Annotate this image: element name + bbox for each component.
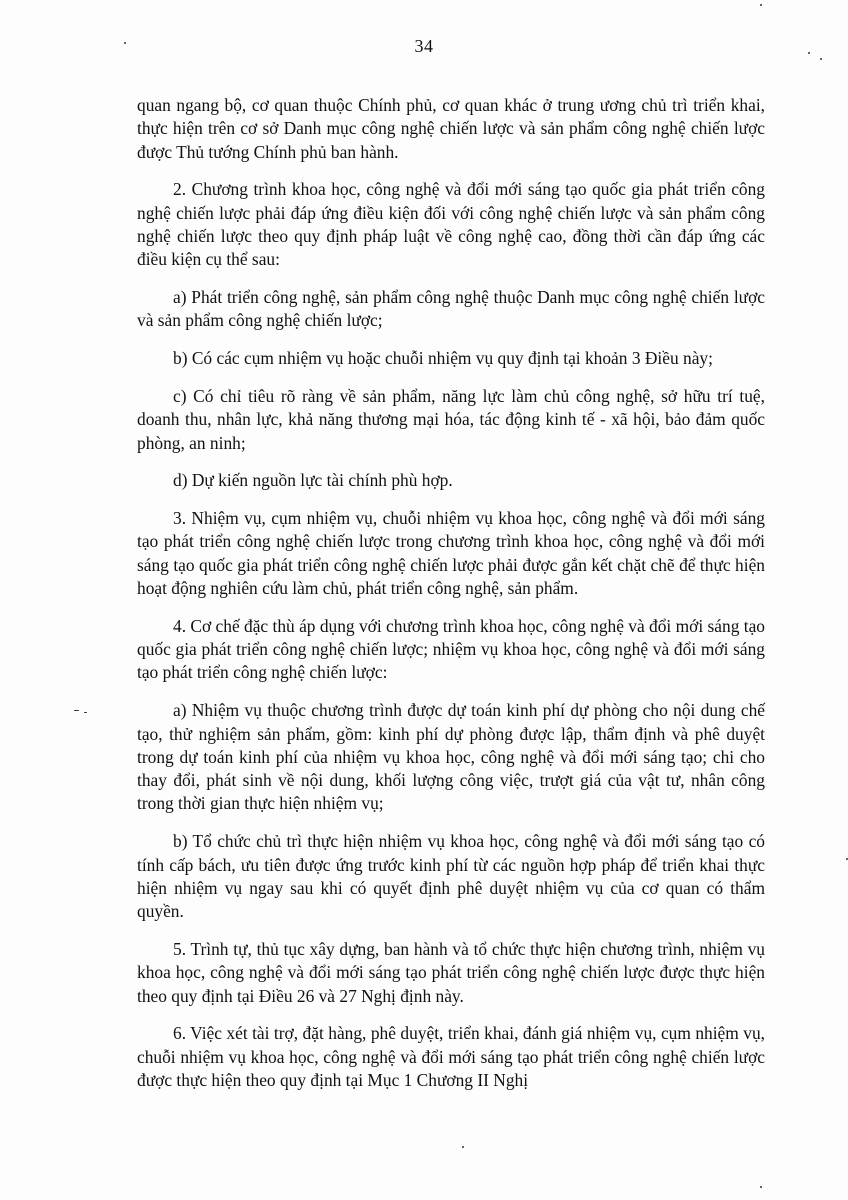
page-number: 34 [414, 36, 434, 56]
paragraph-continuation: quan ngang bộ, cơ quan thuộc Chính phủ, cơ quan khác ở trung ương chủ trì triển khai, thực hiện trên cơ sở Danh mục công nghệ chiến lược và sản phẩm công nghệ chiến lược được Thủ tướng Chính phủ ban hành. [137, 95, 765, 162]
scan-speck [820, 58, 822, 60]
scan-speck [760, 4, 762, 6]
paragraph-clause-4a: a) Nhiệm vụ thuộc chương trình được dự toán kinh phí dự phòng cho nội dung chế tạo, thử nghiệm sản phẩm, gồm: kinh phí dự phòng được lập, thẩm định và phê duyệt trong dự toán kinh phí của nhiệm vụ khoa học, công nghệ và đổi mới sáng tạo; chi cho thay đổi, phát sinh về nội dung, khối lượng công việc, trượt giá của vật tư, nhân công trong thời gian thực hiện nhiệm vụ; [137, 700, 765, 814]
paragraph-clause-4: 4. Cơ chế đặc thù áp dụng với chương trình khoa học, công nghệ và đổi mới sáng tạo quốc gia phát triển công nghệ chiến lược; nhiệm vụ khoa học, công nghệ và đổi mới sáng tạo phát triển công nghệ chiến lược: [137, 615, 765, 683]
document-body [137, 94, 765, 1107]
paragraph-clause-2: 2. Chương trình khoa học, công nghệ và đổi mới sáng tạo quốc gia phát triển công nghệ chiến lược phải đáp ứng điều kiện đối với công nghệ chiến lược và sản phẩm công nghệ chiến lược theo quy định pháp luật về công nghệ cao, đồng thời cần đáp ứng các điều kiện cụ thể sau: [137, 179, 765, 270]
scan-speck [124, 42, 126, 44]
paragraph-clause-5: 5. Trình tự, thủ tục xây dựng, ban hành và tổ chức thực hiện chương trình, nhiệm vụ khoa học, công nghệ và đổi mới sáng tạo phát triển công nghệ chiến lược được thực hiện theo quy định tại Điều 26 và 27 Nghị định này. [137, 938, 765, 1006]
paragraph-clause-2c: c) Có chỉ tiêu rõ ràng về sản phẩm, năng lực làm chủ công nghệ, sở hữu trí tuệ, doanh thu, nhân lực, khả năng thương mại hóa, tác động kinh tế - xã hội, bảo đảm quốc phòng, an ninh; [137, 385, 765, 453]
scan-speck [760, 1186, 762, 1188]
scan-speck [74, 710, 79, 711]
scan-speck [84, 712, 87, 713]
scan-speck [462, 1146, 464, 1148]
paragraph-clause-3: 3. Nhiệm vụ, cụm nhiệm vụ, chuỗi nhiệm vụ khoa học, công nghệ và đổi mới sáng tạo phát triển công nghệ chiến lược trong chương trình khoa học, công nghệ và đổi mới sáng tạo quốc gia phát triển công nghệ chiến lược phải được gắn kết chặt chẽ để thực hiện hoạt động nghiên cứu làm chủ, phát triển công nghệ, sản phẩm. [137, 508, 765, 599]
paragraph-clause-2a: a) Phát triển công nghệ, sản phẩm công nghệ thuộc Danh mục công nghệ chiến lược và sản phẩm công nghệ chiến lược; [137, 287, 765, 331]
paragraph-clause-2b: b) Có các cụm nhiệm vụ hoặc chuỗi nhiệm vụ quy định tại khoản 3 Điều này; [173, 348, 713, 369]
paragraph-clause-4b: b) Tổ chức chủ trì thực hiện nhiệm vụ khoa học, công nghệ và đổi mới sáng tạo có tính cấp bách, ưu tiên được ứng trước kinh phí từ các nguồn hợp pháp để triển khai thực hiện nhiệm vụ ngay sau khi có quyết định phê duyệt nhiệm vụ của cơ quan có thẩm quyền. [137, 831, 765, 922]
paragraph-clause-2d: d) Dự kiến nguồn lực tài chính phù hợp. [173, 470, 453, 491]
paragraph-clause-6: 6. Việc xét tài trợ, đặt hàng, phê duyệt, triển khai, đánh giá nhiệm vụ, cụm nhiệm vụ, chuỗi nhiệm vụ khoa học, công nghệ và đổi mới sáng tạo phát triển công nghệ chiến lược được thực hiện theo quy định tại Mục 1 Chương II Nghị [137, 1023, 765, 1090]
scan-speck [808, 52, 810, 54]
